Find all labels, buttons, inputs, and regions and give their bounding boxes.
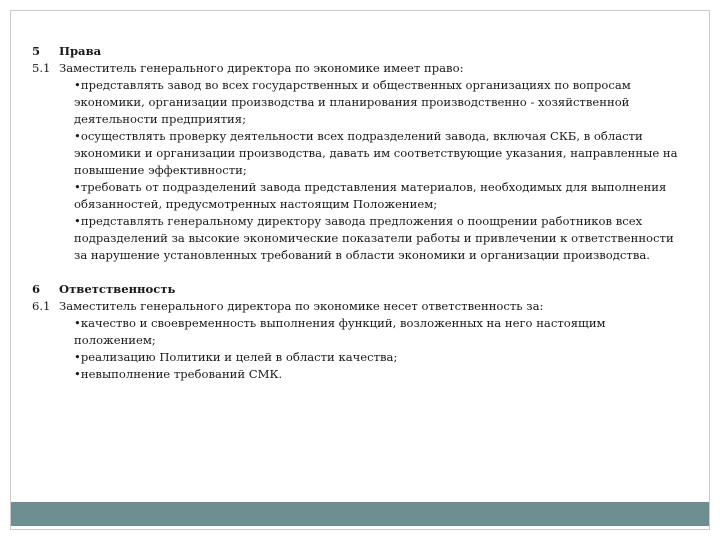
clause <box>32 298 682 315</box>
section-heading <box>32 43 682 60</box>
list-item: •представлять генеральному директору завода предложения о поощрении работников всех подразделений за высокие экономические показатели работы и привлечении к ответственности за нарушение установленных требований в области экономики и организации производства. <box>74 214 674 262</box>
section-responsibility <box>32 281 682 383</box>
clause-number: 6.1 <box>32 299 51 313</box>
document-body <box>32 43 682 383</box>
section-title: Ответственность <box>59 282 176 296</box>
section-heading <box>32 281 682 298</box>
list-item: •невыполнение требований СМК. <box>74 367 283 381</box>
clause-number: 5.1 <box>32 61 51 75</box>
clause-text: Заместитель генерального директора по экономике несет ответственность за: <box>59 299 544 313</box>
list-item: •представлять завод во всех государственных и общественных организациях по вопросам экономики, организации производства и планирования производственно - хозяйственной деятельности предприятия; <box>74 78 631 126</box>
section-rights <box>32 43 682 264</box>
list-item: •требовать от подразделений завода представления материалов, необходимых для выполнения обязанностей, предусмотренных настоящим Положением; <box>74 180 667 211</box>
list-item: •реализацию Политики и целей в области качества; <box>74 350 398 364</box>
list-item: •осуществлять проверку деятельности всех подразделений завода, включая СКБ, в области экономики и организации производства, давать им соответствующие указания, направленные на повышение эффективности; <box>74 129 678 177</box>
section-number: 5 <box>32 44 41 58</box>
clause-text: Заместитель генерального директора по экономике имеет право: <box>59 61 464 75</box>
section-title: Права <box>59 44 102 58</box>
bullet-list <box>32 315 682 383</box>
bullet-list <box>32 77 682 264</box>
list-item: •качество и своевременность выполнения функций, возложенных на него настоящим положением; <box>74 316 606 347</box>
section-number: 6 <box>32 282 41 296</box>
clause <box>32 60 682 77</box>
footer-bar <box>11 502 709 526</box>
